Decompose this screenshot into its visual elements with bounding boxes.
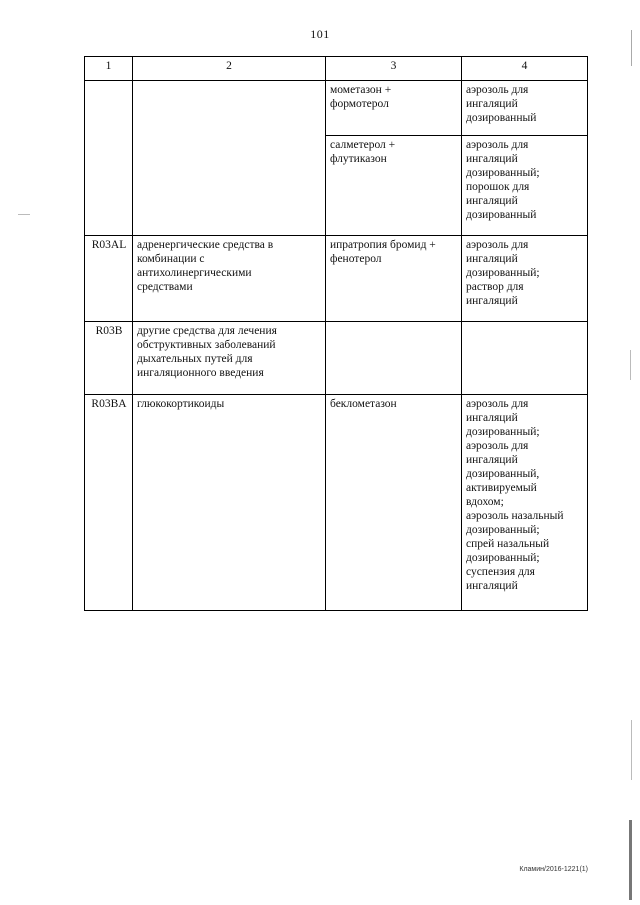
drug-cell	[326, 136, 462, 236]
dosage-form: аэрозоль для ингаляций дозированный	[466, 84, 537, 124]
table-row	[85, 81, 588, 136]
column-header: 1	[85, 57, 133, 81]
atc-code-cell: R03B	[85, 322, 133, 395]
form-cell	[462, 236, 588, 322]
dosage-form: аэрозоль для ингаляций дозированный; аэрозоль для ингаляций дозированный, активируемый вдохом; аэрозоль назальный дозированный; спрей назальный дозированный; суспензия для ингаляций	[466, 398, 564, 592]
table-row	[85, 322, 588, 395]
group-cell	[133, 81, 326, 236]
scan-artifact	[629, 820, 632, 900]
form-cell	[462, 81, 588, 136]
table-row	[85, 236, 588, 322]
form-cell	[462, 136, 588, 236]
group-name: адренергические средства в комбинации с антихолинергическими средствами	[137, 239, 274, 293]
scan-artifact	[631, 30, 632, 66]
drug-table	[84, 56, 588, 611]
column-header: 4	[462, 57, 588, 81]
scan-artifact	[18, 214, 30, 215]
drug-cell	[326, 81, 462, 136]
page-number: 101	[310, 27, 330, 41]
drug-name: салметерол + флутиказон	[330, 139, 396, 165]
form-cell	[462, 395, 588, 611]
atc-code-cell: R03AL	[85, 236, 133, 322]
drug-name: мометазон + формотерол	[330, 84, 392, 110]
atc-code-cell: R03BA	[85, 395, 133, 611]
column-header: 2	[133, 57, 326, 81]
table-row	[85, 395, 588, 611]
footer-document-code: Кламин/2016-1221(1)	[519, 866, 588, 873]
drug-name: беклометазон	[330, 398, 397, 410]
scan-artifact	[630, 350, 631, 380]
group-name: глюкокортикоиды	[137, 398, 225, 410]
column-header: 3	[326, 57, 462, 81]
group-cell	[133, 322, 326, 395]
form-cell	[462, 322, 588, 395]
group-name: другие средства для лечения обструктивных заболеваний дыхательных путей для ингаляционного введения	[137, 325, 277, 379]
dosage-form: аэрозоль для ингаляций дозированный; порошок для ингаляций дозированный	[466, 139, 540, 221]
drug-name: ипратропия бромид + фенотерол	[330, 239, 436, 265]
dosage-form: аэрозоль для ингаляций дозированный; раствор для ингаляций	[466, 239, 540, 307]
drug-cell	[326, 236, 462, 322]
group-cell	[133, 395, 326, 611]
drug-cell	[326, 322, 462, 395]
scan-artifact	[631, 720, 632, 780]
drug-cell	[326, 395, 462, 611]
atc-code-cell	[85, 81, 133, 236]
table-header-row	[85, 57, 588, 81]
group-cell	[133, 236, 326, 322]
